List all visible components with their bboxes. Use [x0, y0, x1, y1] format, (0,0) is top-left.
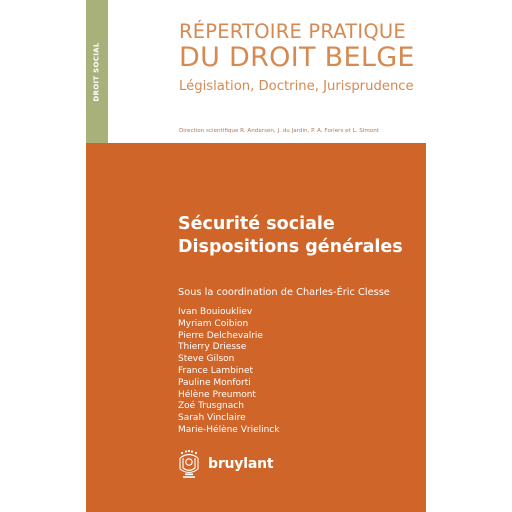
book-title: [178, 213, 403, 259]
author-name: Hélène Preumont: [178, 389, 256, 400]
author-name: Zoé Trusgnach: [178, 401, 244, 412]
author-name: Thierry Driesse: [178, 342, 247, 353]
author-name: Pierre Delchevalrie: [178, 330, 263, 341]
author-name: Sarah Vinclaire: [178, 413, 246, 424]
author-name: Ivan Bouioukliev: [178, 307, 253, 317]
author-list: [178, 307, 279, 437]
book-title-line2: Dispositions générales: [178, 237, 403, 257]
publisher-block: [176, 449, 273, 479]
author-name: Marie-Hélène Vrielinck: [178, 424, 280, 435]
series-title-line2: DU DROIT BELGE: [179, 41, 415, 73]
coordination-credit: Sous la coordination de Charles-Éric Clesse: [178, 287, 390, 298]
spine-label-text: DROIT SOCIAL: [93, 41, 101, 102]
spine-label: [86, 0, 108, 143]
series-title: [179, 22, 415, 71]
series-title-line1: RÉPERTOIRE PRATIQUE: [179, 20, 406, 43]
cover-main-panel: [86, 143, 426, 512]
author-name: France Lambinet: [178, 365, 254, 376]
scientific-direction: Direction scientifique R. Andersen, J. du Jardin, P. A. Foriers et L. Simont: [179, 128, 379, 134]
author-name: Myriam Coibion: [178, 318, 249, 329]
book-cover: [86, 0, 426, 512]
bruylant-emblem-icon: [176, 449, 202, 479]
series-subtitle: Législation, Doctrine, Jurisprudence: [179, 79, 414, 94]
author-name: Pauline Monforti: [178, 377, 251, 388]
author-name: Steve Gilson: [178, 354, 235, 365]
series-header: [108, 0, 426, 143]
publisher-name: bruylant: [208, 456, 274, 472]
book-title-line1: Sécurité sociale: [178, 214, 335, 234]
